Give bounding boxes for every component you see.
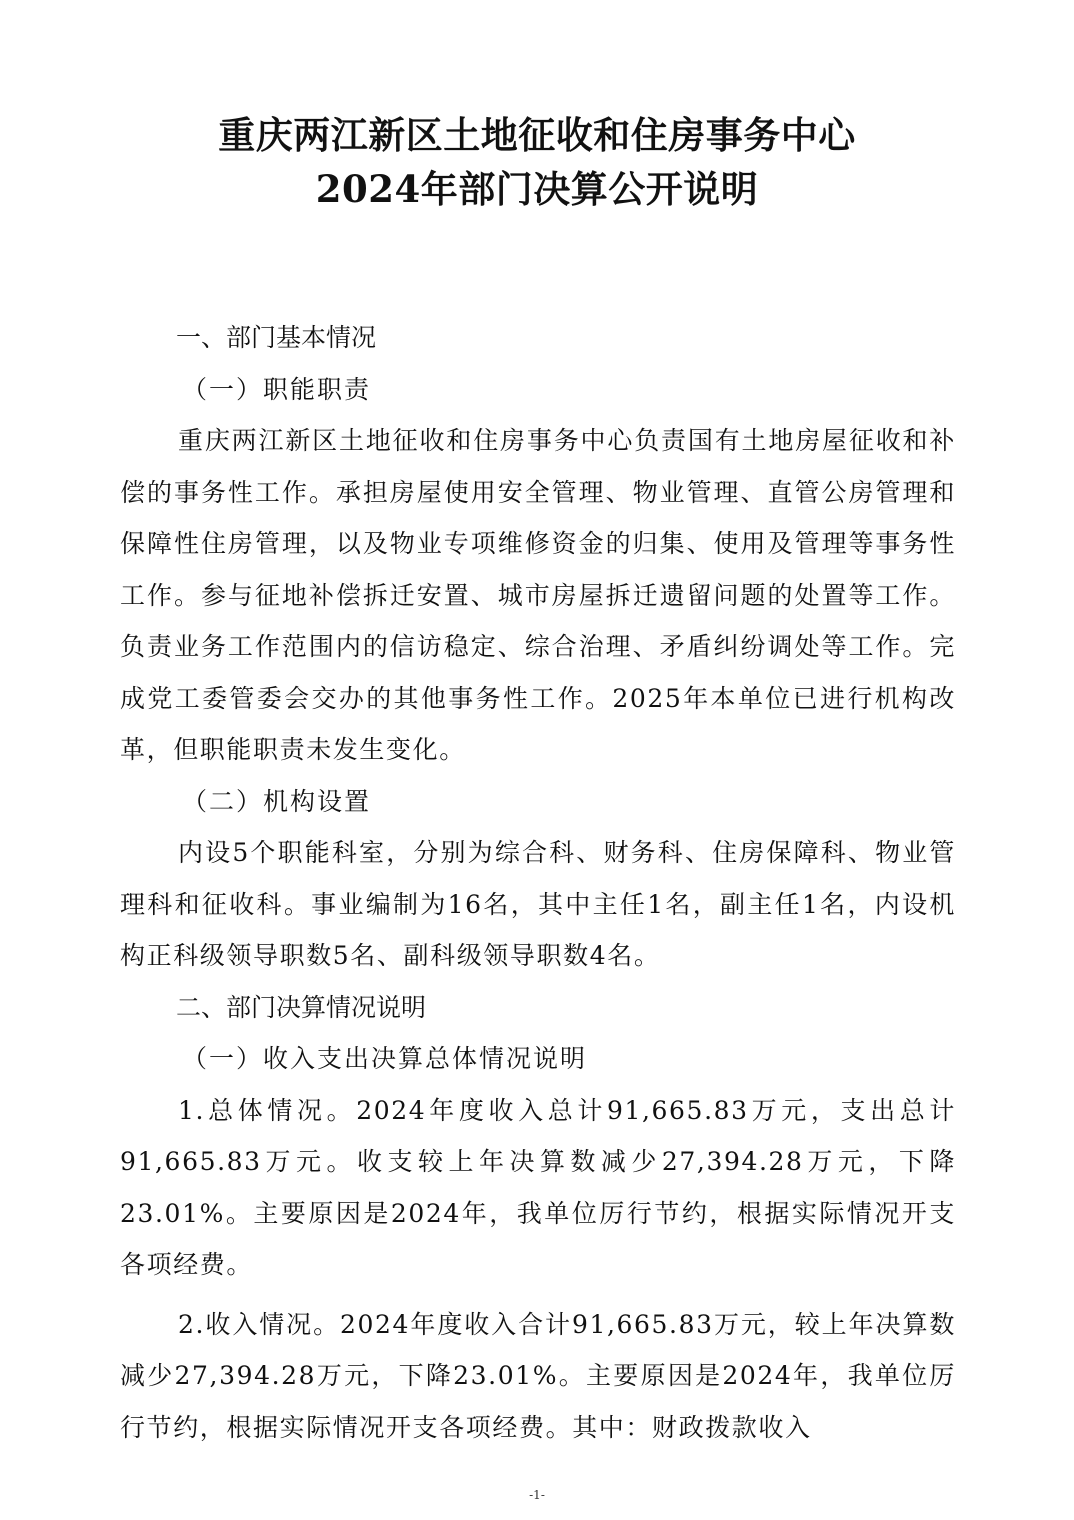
title-line-1: 重庆两江新区土地征收和住房事务中心 [218, 113, 856, 157]
document-title [0, 108, 1074, 216]
paragraph-income-situation: 2.收入情况。2024年度收入合计91,665.83万元，较上年决算数减少27,394.28万元，下降23.01%。主要原因是2024年，我单位厉行节约，根据实际情况开支各项经费。其中：财政拨款收入 [120, 1309, 956, 1442]
subheading-organization: （二）机构设置 [182, 786, 372, 816]
paragraph-overall-situation: 1.总体情况。2024年度收入总计91,665.83万元，支出总计91,665.83万元。收支较上年决算数减少27,394.28万元，下降23.01%。主要原因是2024年，我单位厉行节约，根据实际情况开支各项经费。 [120, 1095, 956, 1279]
paragraph-organization: 内设5个职能科室，分别为综合科、财务科、住房保障科、物业管理科和征收科。事业编制为16名，其中主任1名，副主任1名，内设机构正科级领导职数5名、副科级领导职数4名。 [120, 838, 956, 970]
document-body [120, 312, 956, 1453]
section-heading-basic-info: 一、部门基本情况 [176, 323, 377, 352]
paragraph-functions: 重庆两江新区土地征收和住房事务中心负责国有土地房屋征收和补偿的事务性工作。承担房屋使用安全管理、物业管理、直管公房管理和保障性住房管理，以及物业专项维修资金的归集、使用及管理等事务性工作。参与征地补偿拆迁安置、城市房屋拆迁遗留问题的处置等工作。负责业务工作范围内的信访稳定、综合治理、矛盾纠纷调处等工作。完成党工委管委会交办的其他事务性工作。2025年本单位已进行机构改革，但职能职责未发生变化。 [120, 426, 956, 764]
subheading-overall-summary: （一）收入支出决算总体情况说明 [182, 1044, 588, 1073]
title-line-2: 2024年部门决算公开说明 [315, 167, 759, 211]
subheading-functions: （一）职能职责 [182, 374, 372, 404]
page-number: -1- [529, 1488, 545, 1502]
section-heading-final-accounts: 二、部门决算情况说明 [176, 992, 427, 1022]
